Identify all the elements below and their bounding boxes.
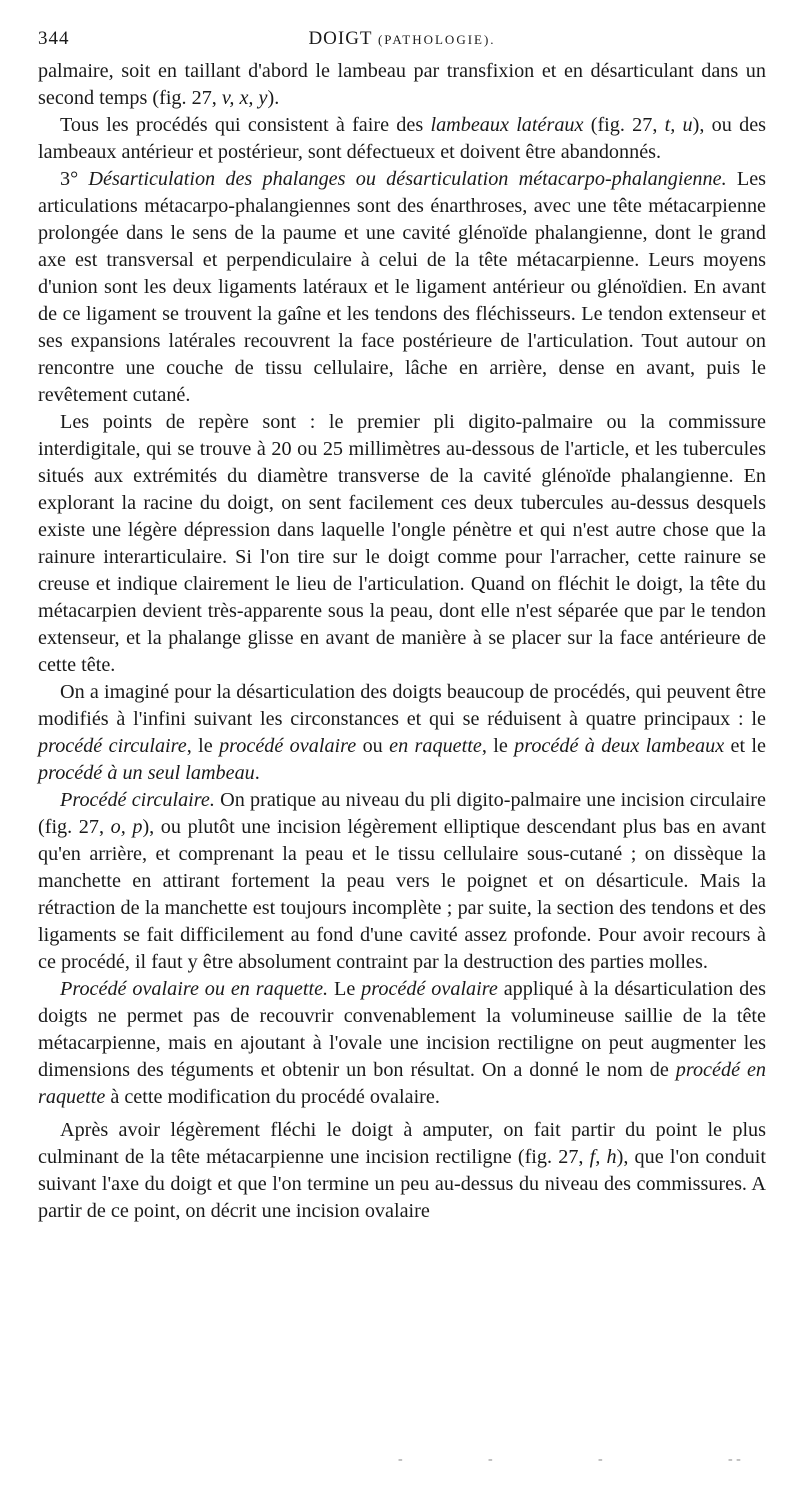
text-run: ), que l'on conduit suivant l'axe du doigt et que l'on termine un peu au-dessus du niveau des commissures. A partir de ce point, on décrit une incision ovalaire — [38, 1146, 767, 1222]
text-run: On pratique au niveau du pli digito-palmaire une incision circulaire (fig. 27, — [38, 789, 766, 838]
paragraph — [38, 166, 766, 409]
text-run: et le — [724, 735, 766, 757]
page-number: 344 — [38, 28, 70, 49]
paragraph — [38, 409, 766, 679]
italic-text: procédé ovalaire — [219, 735, 357, 757]
italic-text: Procédé circulaire. — [60, 789, 215, 811]
paragraph — [38, 112, 766, 166]
running-title-subtitle: (PATHOLOGIE). — [377, 32, 496, 47]
text-run: . — [254, 762, 260, 784]
document-page — [38, 28, 766, 1225]
text-run: (fig. 27, — [583, 114, 665, 136]
italic-text: f, h — [589, 1146, 617, 1168]
italic-text: Procédé ovalaire ou en raquette. — [60, 978, 329, 1000]
italic-text: en raquette — [389, 735, 482, 757]
text-run: ), ou plutôt une incision légèrement elliptique descendant plus bas en avant qu'en arrière, et comprenant la peau et le tissu cellulaire sous-cutané ; on dissèque la manchette en attirant fortement la peau vers le poignet et on désarticule. Mais la rétraction de la manchette est toujours incomplète ; par suite, la section des tendons et des ligaments se fait difficilement au fond d'une cavité assez profonde. Pour avoir recours à ce procédé, il faut y être absolument contraint par la destruction des parties molles. — [38, 816, 766, 973]
italic-text: lambeaux latéraux — [430, 114, 584, 136]
text-run: , le — [481, 735, 515, 757]
footer-mark: - — [598, 1452, 603, 1467]
text-run: Les articulations métacarpo-phalangiennes sont des énarthroses, avec une tête métacarpienne prolongée dans le sens de la paume et une cavité glénoïde phalangienne, dont le grand axe est transversal et perpendiculaire à celui de la tête métacarpienne. Leurs moyens d'union sont les deux ligaments latéraux et le ligament antérieur ou glénoïdien. En avant de ce ligament se trouvent la gaîne et les tendons des fléchisseurs. Le tendon extenseur et ses expansions latérales recouvrent la face postérieure de l'articulation. Tout autour on rencontre une couche de tissu cellulaire, lâche en arrière, dense en avant, puis le revêtement cutané. — [38, 168, 767, 406]
text-run: 3° — [60, 168, 89, 190]
italic-text: o, p — [110, 816, 143, 838]
text-run: ), ou des lambeaux antérieur et postérieur, sont défectueux et doivent être abandonnés. — [38, 114, 767, 163]
running-header — [38, 28, 766, 58]
italic-text: procédé à un seul lambeau — [38, 762, 255, 784]
italic-text: Désarticulation des phalanges ou désarticulation métacarpo-phalangienne. — [88, 168, 727, 190]
italic-text: v, x, y — [221, 87, 268, 109]
text-run: ou — [356, 735, 390, 757]
running-title — [38, 28, 766, 50]
italic-text: procédé circulaire — [38, 735, 187, 757]
text-run: ). — [267, 87, 280, 109]
footer-mark: - — [398, 1452, 403, 1467]
text-run: à cette modification du procédé ovalaire. — [105, 1086, 440, 1108]
text-run: Les points de repère sont : le premier pli digito-palmaire ou la commissure interdigitale, qui se trouve à 20 ou 25 millimètres au-dessous de l'article, et les tubercules situés aux extrémités du diamètre transverse de la cavité glénoïde phalangienne. En explorant la racine du doigt, on sent facilement ces deux tubercules au-dessus desquels existe une légère dépression dans laquelle l'ongle pénètre et qui n'est autre chose que la rainure interarticulaire. Si l'on tire sur le doigt comme pour l'arracher, cette rainure se creuse et indique clairement le lieu de l'articulation. Quand on fléchit le doigt, la tête du métacarpien devient très-apparente sous la peau, dont elle n'est séparée que par le tendon extenseur, et la phalange glisse en avant de manière à se placer sur la face antérieure de cette tête. — [38, 411, 766, 676]
text-run: Tous les procédés qui consistent à faire des — [60, 114, 431, 136]
text-run: , le — [186, 735, 220, 757]
italic-text: procédé à deux lambeaux — [514, 735, 725, 757]
paragraph — [38, 976, 766, 1111]
paragraph — [38, 1117, 766, 1225]
footer-marks — [38, 1452, 766, 1466]
running-title-main: DOIGT — [308, 28, 373, 49]
paragraph — [38, 58, 766, 112]
footer-mark: - — [488, 1452, 493, 1467]
footer-mark: - - — [728, 1452, 741, 1467]
text-run: appliqué à la désarticulation des doigts ne permet pas de recouvrir convenablement la volumineuse saillie de la tête métacarpienne, mais en ajoutant à l'ovale une incision rectiligne on peut augmenter les dimensions des téguments et obtenir un bon résultat. On a donné le nom de — [38, 978, 766, 1081]
body-text — [38, 58, 766, 1225]
text-run: Le — [328, 978, 362, 1000]
italic-text: t, u — [664, 114, 693, 136]
italic-text: procédé en raquette — [38, 1059, 766, 1108]
text-run: palmaire, soit en taillant d'abord le lambeau par transfixion et en désarticulant dans un second temps (fig. 27, — [38, 60, 766, 109]
text-run: Après avoir légèrement fléchi le doigt à amputer, on fait partir du point le plus culminant de la tête métacarpienne une incision rectiligne (fig. 27, — [38, 1119, 766, 1168]
text-run: On a imaginé pour la désarticulation des doigts beaucoup de procédés, qui peuvent être modifiés à l'infini suivant les circonstances et qui se réduisent à quatre principaux : le — [38, 681, 766, 730]
paragraph — [38, 679, 766, 787]
italic-text: procédé ovalaire — [361, 978, 498, 1000]
paragraph — [38, 787, 766, 976]
